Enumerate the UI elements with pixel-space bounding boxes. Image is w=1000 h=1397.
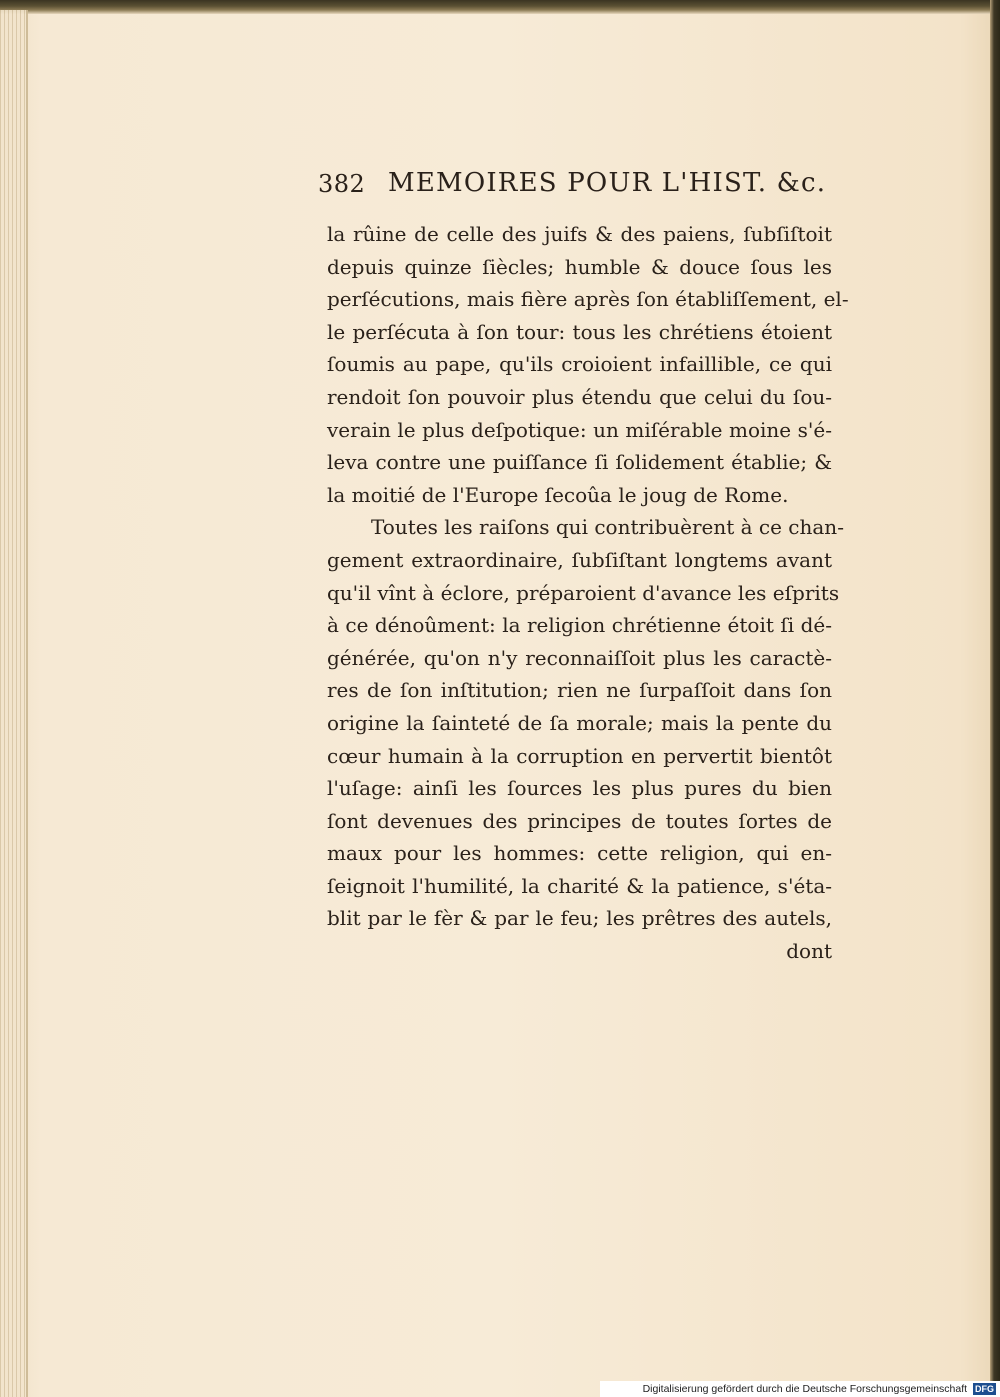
body-text xyxy=(327,218,849,935)
text-line: blit par le fèr & par le feu; les prêtres des autels, xyxy=(327,906,832,931)
text-line: qu'il vînt à éclore, préparoient d'avance les eſprits xyxy=(327,580,840,605)
text-line: depuis quinze ſiècles; humble & douce ſous les xyxy=(327,254,832,279)
text-line: leva contre une puiſſance ſi ſolidement établie; & xyxy=(327,450,832,475)
text-line: cœur humain à la corruption en pervertit bientôt xyxy=(327,743,832,768)
top-page-edge xyxy=(0,0,1000,14)
running-title: MEMOIRES POUR L'HIST. &c. xyxy=(388,168,827,198)
text-line: res de ſon inſtitution; rien ne ſurpaſſoit dans ſon xyxy=(327,678,832,703)
text-line: verain le plus deſpotique: un miſérable moine s'é- xyxy=(327,417,832,442)
text-line: perſécutions, mais fière après ſon établiſſement, el- xyxy=(327,287,849,312)
text-line: ſoumis au pape, qu'ils croioient infaillible, ce qui xyxy=(327,352,832,377)
text-line: la rûine de celle des juifs & des paiens, ſubſiſtoit xyxy=(327,222,832,246)
catchword: dont xyxy=(786,939,832,963)
dfg-logo-icon: DFG xyxy=(975,1384,994,1395)
text-line: ſont devenues des principes de toutes ſortes de xyxy=(327,808,832,833)
text-line: l'uſage: ainſi les ſources les plus pures du bien xyxy=(327,776,832,801)
paragraph-first-line: Toutes les raiſons qui contribuèrent à ce chan- xyxy=(371,515,844,540)
text-line: ſeignoit l'humilité, la charité & la patience, s'éta- xyxy=(327,873,832,898)
text-line: à ce dénoûment: la religion chrétienne étoit ſi dé- xyxy=(327,613,832,638)
digitization-credit xyxy=(600,1381,1000,1397)
running-header xyxy=(318,166,838,206)
credit-text: Digitalisierung gefördert durch die Deutsche Forschungsgemeinschaft xyxy=(642,1383,968,1395)
right-binding-edge xyxy=(990,0,1000,1397)
page-number: 382 xyxy=(318,170,366,198)
text-line: le perſécuta à ſon tour: tous les chrétiens étoient xyxy=(327,319,832,344)
text-line: maux pour les hommes: cette religion, qui en- xyxy=(327,841,832,866)
stacked-page-edges xyxy=(0,10,26,1397)
text-line: rendoit ſon pouvoir plus étendu que celui du ſou- xyxy=(327,384,832,409)
text-line: origine la ſainteté de ſa morale; mais la pente du xyxy=(327,710,832,735)
text-line: la moitié de l'Europe ſecoûa le joug de Rome. xyxy=(327,482,789,507)
text-line: gement extraordinaire, ſubſiſtant longtems avant xyxy=(327,547,832,572)
text-line: générée, qu'on n'y reconnaiſſoit plus les caractè- xyxy=(327,645,832,670)
